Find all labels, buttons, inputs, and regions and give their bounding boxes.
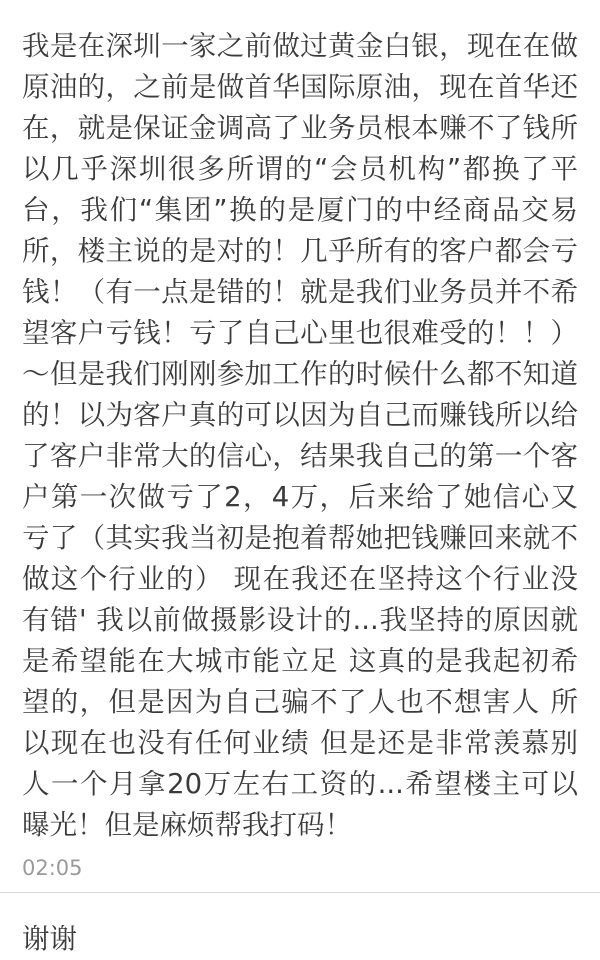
timestamp-row (0, 846, 600, 880)
next-message-bubble[interactable] (0, 893, 600, 960)
message-text: 我是在深圳一家之前做过黄金白银，现在在做原油的，之前是做首华国际原油，现在首华还在，就是保证金调高了业务员根本赚不了钱所以几乎深圳很多所谓的“会员机构”都换了平台，我们“集团”换的是厦门的中经商品交易所，楼主说的是对的！几乎所有的客户都会亏钱！（有一点是错的！就是我们业务员并不希望客户亏钱！亏了自己心里也很难受的！！）～但是我们刚刚参加工作的时候什么都不知道的！以为客户真的可以因为自己而赚钱所以给了客户非常大的信心，结果我自己的第一个客户第一次做亏了2，4万，后来给了她信心又亏了（其实我当初是抱着帮她把钱赚回来就不做这个行业的） 现在我还在坚持这个行业没有错' 我以前做摄影设计的...我坚持的原因就是希望能在大城市能立足 这真的是我起初希望的，但是因为自己骗不了人也不想害人 所以现在也没有任何业绩 但是还是非常羡慕别人一个月拿20万左右工资的...希望楼主可以曝光！但是麻烦帮我打码！ (22, 30, 578, 841)
next-message-text: 谢谢 (22, 923, 77, 955)
message-timestamp: 02:05 (22, 856, 83, 880)
